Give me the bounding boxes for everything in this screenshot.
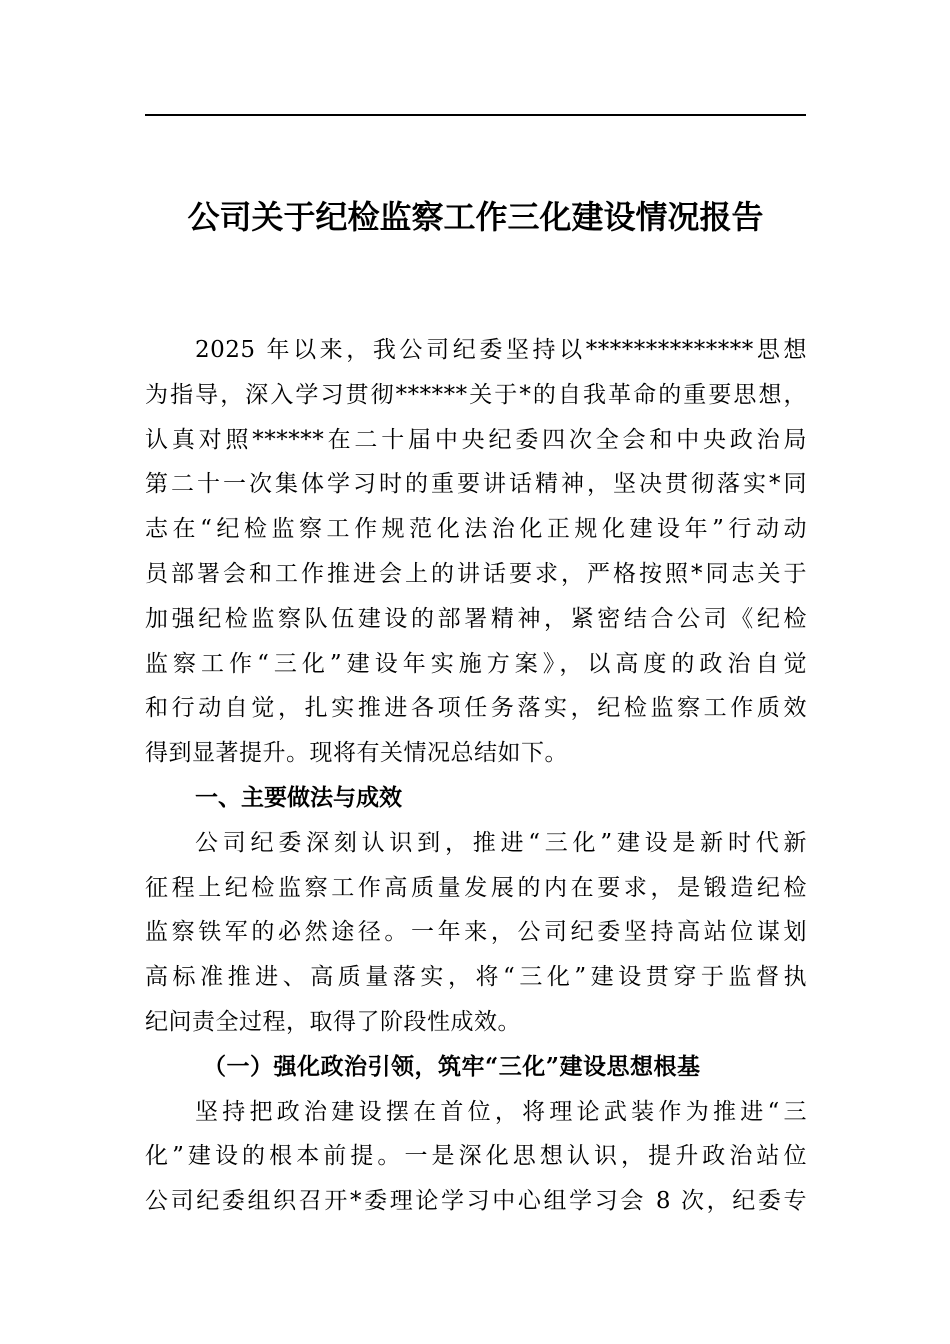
paragraph-line: 公司纪委组织召开*委理论学习中心组学习会 8 次，纪委专 <box>145 1188 807 1215</box>
paragraph-line: 化”建设的根本前提。一是深化思想认识，提升政治站位 <box>145 1143 807 1170</box>
paragraph-line: 纪问责全过程，取得了阶段性成效。 <box>145 1008 521 1035</box>
paragraph-line: 志在“纪检监察工作规范化法治化正规化建设年”行动动 <box>145 516 807 543</box>
paragraph-line: 高标准推进、高质量落实，将“三化”建设贯穿于监督执 <box>145 964 807 991</box>
header-rule <box>145 114 806 116</box>
paragraph-line: 征程上纪检监察工作高质量发展的内在要求，是锻造纪检 <box>145 874 807 901</box>
subsection-heading: （一）强化政治引领，筑牢“三化”建设思想根基 <box>203 1052 701 1080</box>
paragraph-line: 和行动自觉，扎实推进各项任务落实，纪检监察工作质效 <box>145 695 807 722</box>
paragraph-line: 监察铁军的必然途径。一年来，公司纪委坚持高站位谋划 <box>145 919 807 946</box>
paragraph-line: 监察工作“三化”建设年实施方案》，以高度的政治自觉 <box>145 650 807 677</box>
paragraph-line: 2025 年以来，我公司纪委坚持以**************思想 <box>195 337 807 363</box>
paragraph-line: 得到显著提升。现将有关情况总结如下。 <box>145 740 568 767</box>
section-heading: 一、主要做法与成效 <box>195 784 402 811</box>
document-body <box>145 328 807 1224</box>
paragraph-line: 为指导，深入学习贯彻******关于*的自我革命的重要思想， <box>145 381 807 408</box>
paragraph-line: 认真对照******在二十届中央纪委四次全会和中央政治局 <box>145 426 807 453</box>
paragraph-line: 坚持把政治建设摆在首位，将理论武装作为推进“三 <box>195 1098 807 1125</box>
paragraph-line: 公司纪委深刻认识到，推进“三化”建设是新时代新 <box>195 829 807 856</box>
document-title: 公司关于纪检监察工作三化建设情况报告 <box>187 198 764 236</box>
paragraph-line: 第二十一次集体学习时的重要讲话精神，坚决贯彻落实*同 <box>145 471 807 498</box>
paragraph-line: 员部署会和工作推进会上的讲话要求，严格按照*同志关于 <box>145 560 807 587</box>
paragraph-line: 加强纪检监察队伍建设的部署精神，紧密结合公司《纪检 <box>145 605 807 632</box>
